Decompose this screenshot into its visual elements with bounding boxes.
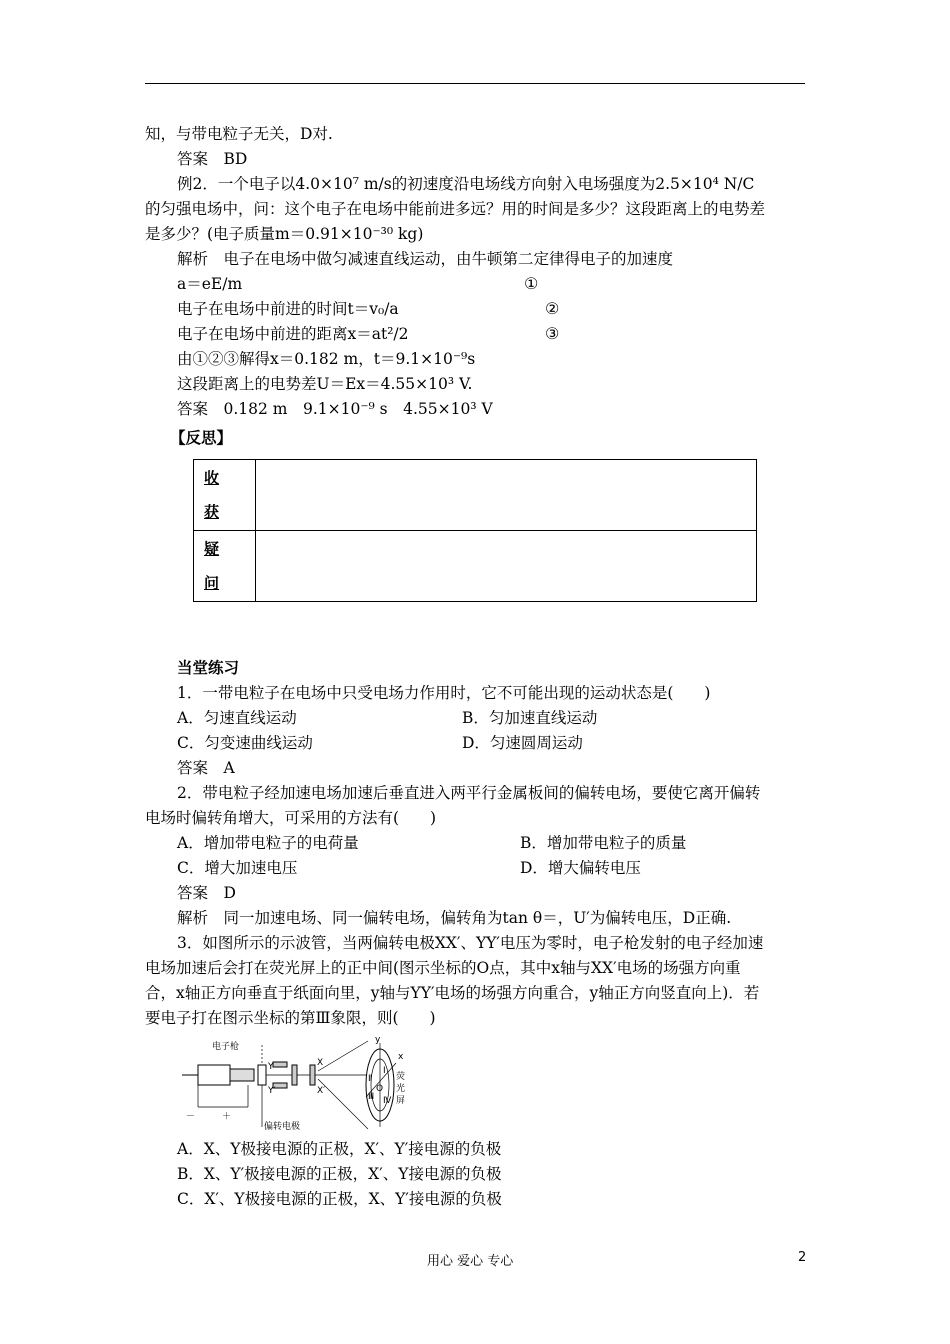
- quadrant-label: Ⅲ: [368, 1092, 375, 1102]
- question-3: 电场加速后会打在荧光屏上的正中间(图示坐标的O点，其中x轴与XX′电场的场强方向重: [145, 959, 741, 977]
- reflection-table: [193, 459, 757, 602]
- analysis-line: 解析 电子在电场中做匀减速直线运动，由牛顿第二定律得电子的加速度: [177, 250, 674, 268]
- equation-line: a＝eE/m: [177, 275, 243, 293]
- oscilloscope-diagram: [178, 1035, 418, 1135]
- x-prime-plate-label: X′: [317, 1086, 326, 1096]
- example-line: 的匀强电场中，问：这个电子在电场中能前进多远？用的时间是多少？这段距离上的电势差: [145, 200, 766, 218]
- answer-line: 答案 A: [177, 759, 235, 777]
- y-plate-label: Y: [268, 1062, 274, 1072]
- practice-title: 当堂练习: [177, 659, 240, 677]
- result-line: 由①②③解得x＝0.182 m，t＝9.1×10⁻⁹s: [177, 350, 476, 368]
- example-line: 例2．一个电子以4.0×10⁷ m/s的初速度沿电场线方向射入电场强度为2.5×10⁴ N/C: [177, 175, 755, 193]
- answer-line: 答案 D: [177, 884, 236, 902]
- option-d: D．匀速圆周运动: [462, 734, 583, 752]
- result-line: 这段距离上的电势差U＝Ex＝4.55×10³ V.: [177, 375, 473, 393]
- option-d: D．增大偏转电压: [520, 859, 641, 877]
- equation-mark: ①: [524, 274, 539, 293]
- answer-line: 答案 BD: [177, 150, 248, 168]
- question-2: 电场时偏转角增大，可采用的方法有( ): [145, 809, 437, 827]
- question-3: 3．如图所示的示波管，当两偏转电极XX′、YY′电压为零时，电子枪发射的电子经加速: [177, 934, 764, 952]
- deflect-label: 偏转电极: [264, 1122, 301, 1132]
- example-line: 是多少？(电子质量m＝0.91×10⁻³⁰ kg): [145, 225, 424, 243]
- question-1: 1．一带电粒子在电场中只受电场力作用时，它不可能出现的运动状态是( ): [177, 684, 711, 702]
- x-axis-label: x: [398, 1052, 404, 1062]
- questions-cell[interactable]: [256, 531, 757, 602]
- question-3: 合，x轴正方向垂直于纸面向里，y轴与YY′电场的场强方向重合，y轴正方向竖直向上)．若: [145, 984, 760, 1002]
- quadrant-label: Ⅱ: [368, 1074, 373, 1084]
- analysis-line: 解析 同一加速电场、同一偏转电场，偏转角为tan θ＝，U′为偏转电压，D正确.: [177, 909, 732, 927]
- option-a: A．匀速直线运动: [177, 709, 297, 727]
- quadrant-label: Ⅳ: [383, 1096, 392, 1106]
- quadrant-label: Ⅰ: [383, 1066, 386, 1076]
- equation-line: 电子在电场中前进的时间t＝v₀/a: [177, 300, 399, 318]
- option-c: C．增大加速电压: [177, 859, 298, 877]
- text-line: 知，与带电粒子无关，D对.: [145, 125, 333, 143]
- option-c: C．匀变速曲线运动: [177, 734, 313, 752]
- equation-mark: ②: [545, 299, 560, 318]
- screen-label: 荧: [396, 1072, 406, 1082]
- gains-label: 收 获: [194, 460, 256, 531]
- gains-cell[interactable]: [256, 460, 757, 531]
- equation-mark: ③: [545, 324, 560, 343]
- footer-text: 用心 爱心 专心: [427, 1254, 514, 1269]
- option-b: B．匀加速直线运动: [462, 709, 598, 727]
- screen-label: 光: [396, 1084, 406, 1094]
- answer-line: 答案 0.182 m 9.1×10⁻⁹ s 4.55×10³ V: [177, 400, 493, 418]
- option-b: B．X、Y′极接电源的正极，X′、Y接电源的负极: [177, 1165, 502, 1183]
- plus-sign: ＋: [222, 1112, 232, 1122]
- y-axis-label: y: [375, 1035, 381, 1045]
- questions-label: 疑 问: [194, 531, 256, 602]
- question-3: 要电子打在图示坐标的第Ⅲ象限，则( ): [145, 1009, 436, 1027]
- option-b: B．增加带电粒子的质量: [520, 834, 687, 852]
- header-rule: [145, 83, 805, 84]
- option-a: A．增加带电粒子的电荷量: [177, 834, 359, 852]
- question-2: 2．带电粒子经加速电场加速后垂直进入两平行金属板间的偏转电场，要使它离开偏转: [177, 784, 761, 802]
- y-prime-plate-label: Y′: [268, 1086, 276, 1096]
- origin-label: O: [376, 1084, 384, 1094]
- gun-label: 电子枪: [212, 1042, 240, 1052]
- screen-label: 屏: [396, 1096, 406, 1106]
- page-number: 2: [798, 1250, 807, 1265]
- minus-sign: －: [186, 1112, 196, 1122]
- equation-line: 电子在电场中前进的距离x＝at²/2: [177, 325, 409, 343]
- option-c: C．X′、Y极接电源的正极，X、Y′接电源的负极: [177, 1190, 502, 1208]
- reflection-title: 【反思】: [170, 429, 233, 447]
- option-a: A．X、Y极接电源的正极，X′、Y′接电源的负极: [177, 1140, 502, 1158]
- x-plate-label: X: [317, 1058, 324, 1068]
